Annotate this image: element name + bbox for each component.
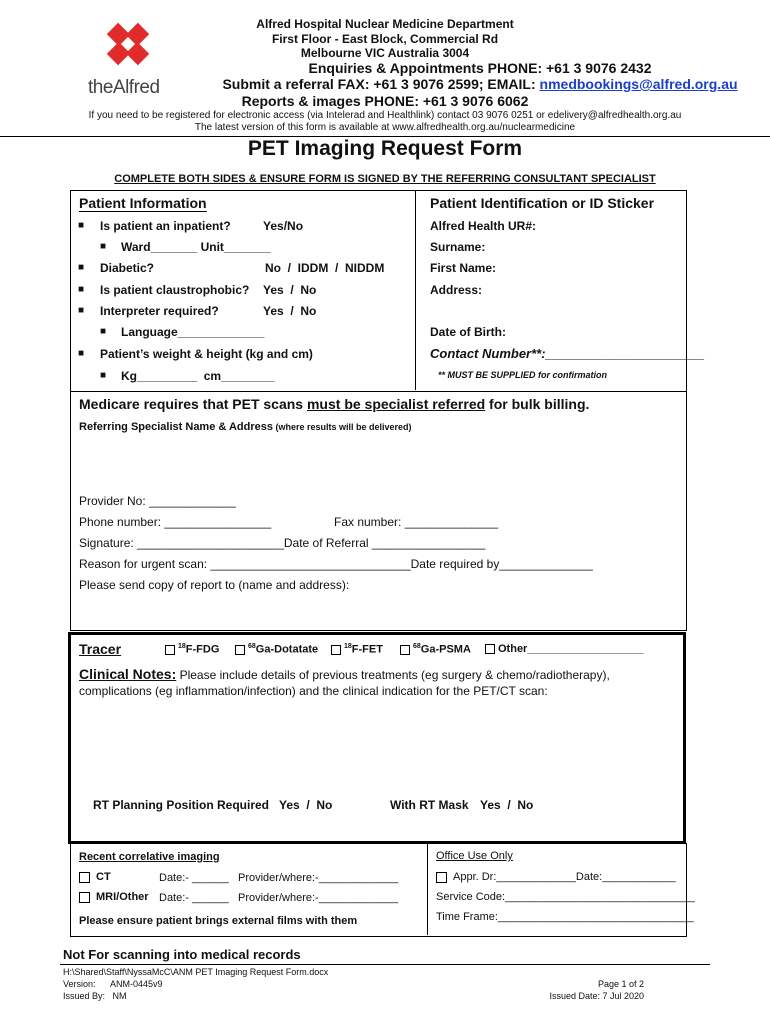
checkbox-icon[interactable]	[235, 645, 245, 655]
imaging-divider	[427, 843, 428, 935]
tracer-fdg-option[interactable]: $^{18}$F-FDG	[165, 643, 219, 656]
patient-divider	[415, 190, 416, 390]
time-frame-field[interactable]: Time Frame:________________________________	[436, 911, 694, 923]
mri-provider-field[interactable]: Provider/where:-_____________	[238, 892, 399, 904]
version: Version: ANM-0445v9	[63, 979, 163, 989]
mri-date-field[interactable]: Date:- ______	[159, 892, 229, 904]
clinical-notes[interactable]: Clinical Notes: Please include details of previous treatments (eg surgery & chemo/radiotherapy), complications (eg inflammation/infection) and the clinical indication for the PET/CT scan:	[79, 666, 610, 698]
mri-option[interactable]: MRI/Other	[79, 891, 149, 903]
page-title: PET Imaging Request Form	[247, 137, 523, 160]
tracer-dotatate-option[interactable]: $^{68}$Ga-Dotatate	[235, 643, 318, 656]
reports-phone: Reports & images PHONE: +61 3 9076 6062	[241, 93, 529, 109]
fax-number-field[interactable]: Fax number: ______________	[334, 515, 499, 529]
language-field[interactable]: Language_____________	[121, 325, 265, 339]
ct-provider-field[interactable]: Provider/where:-_____________	[238, 872, 399, 884]
checkbox-icon[interactable]	[79, 872, 90, 883]
interpreter-answer[interactable]: Yes / No	[263, 304, 317, 318]
file-path: H:\Shared\Staff\NyssaMcC\ANM PET Imaging Request Form.docx	[63, 967, 329, 977]
checkbox-icon[interactable]	[400, 645, 410, 655]
patient-info-heading: Patient Information	[79, 195, 207, 211]
surname-field[interactable]: Surname:	[430, 240, 486, 254]
provider-no-field[interactable]: Provider No: _____________	[79, 494, 236, 508]
checkbox-icon[interactable]	[485, 644, 495, 654]
imaging-heading: Recent correlative imaging	[79, 851, 220, 863]
rt-mask-label: With RT Mask	[390, 798, 469, 812]
urgent-scan-field[interactable]: Reason for urgent scan: ______________________________Date required by______________	[79, 557, 593, 571]
firstname-field[interactable]: First Name:	[430, 261, 497, 275]
inpatient-answer[interactable]: Yes/No	[263, 219, 304, 233]
contact-number-field[interactable]: Contact Number**:______________________	[430, 346, 705, 361]
enquiries-phone: Enquiries & Appointments PHONE: +61 3 9076 2432	[308, 60, 652, 76]
not-for-scanning: Not For scanning into medical records	[63, 947, 301, 962]
diabetic-answer[interactable]: No / IDDM / NIDDM	[265, 261, 385, 275]
signature-date-field[interactable]: Signature: ______________________Date of Referral _________________	[79, 536, 486, 550]
tracer-other-option[interactable]: Other___________________	[485, 643, 644, 655]
ur-field[interactable]: Alfred Health UR#:	[430, 219, 537, 233]
id-sticker-heading: Patient Identification or ID Sticker	[430, 195, 655, 211]
medicare-note: Medicare requires that PET scans must be specialist referred for bulk billing.	[79, 396, 590, 412]
copy-report-field[interactable]: Please send copy of report to (name and address):	[79, 578, 350, 592]
external-films-note: Please ensure patient brings external films with them	[79, 915, 358, 927]
dob-field[interactable]: Date of Birth:	[430, 325, 506, 339]
rt-mask-answer[interactable]: Yes / No	[480, 798, 534, 812]
contact-must-note: ** MUST BE SUPPLIED for confirmation	[438, 370, 608, 380]
interpreter-question: Interpreter required?	[100, 304, 219, 318]
tracer-label: Tracer	[79, 641, 122, 657]
checkbox-icon[interactable]	[165, 645, 175, 655]
inpatient-question: Is patient an inpatient?	[100, 219, 231, 233]
ct-option[interactable]: CT	[79, 871, 111, 883]
tracer-section	[68, 632, 686, 844]
address-line-2: Melbourne VIC Australia 3004	[300, 46, 470, 60]
issued-date: Issued Date: 7 Jul 2020	[549, 991, 644, 1001]
rt-planning-label: RT Planning Position Required	[93, 798, 270, 812]
claustrophobic-question: Is patient claustrophobic?	[100, 283, 250, 297]
footer-divider	[60, 964, 710, 965]
ct-date-field[interactable]: Date:- ______	[159, 872, 229, 884]
referring-specialist-label: Referring Specialist Name & Address (where results will be delivered)	[79, 421, 412, 433]
diabetic-question: Diabetic?	[100, 261, 155, 275]
rt-planning-answer[interactable]: Yes / No	[279, 798, 333, 812]
service-code-field[interactable]: Service Code:_______________________________	[436, 891, 695, 903]
page-number: Page 1 of 2	[597, 979, 644, 989]
logo-text: theAlfred	[88, 77, 160, 98]
checkbox-icon[interactable]	[79, 892, 90, 903]
address-field[interactable]: Address:	[430, 283, 483, 297]
appr-dr-field[interactable]: Appr. Dr:_____________Date:____________	[436, 871, 676, 883]
address-line-1: First Floor - East Block, Commercial Rd	[271, 32, 499, 46]
issued-by: Issued By: NM	[63, 991, 127, 1001]
electronic-access-note: If you need to be registered for electronic access (via Intelerad and Healthlink) contact 03 9076 0251 or edelivery@alfredhealth.org.au	[88, 110, 682, 121]
form-subtitle: COMPLETE BOTH SIDES & ENSURE FORM IS SIGNED BY THE REFERRING CONSULTANT SPECIALIST	[114, 173, 656, 185]
phone-number-field[interactable]: Phone number: ________________	[79, 515, 272, 529]
ward-unit-field[interactable]: Ward_______ Unit_______	[121, 240, 271, 254]
claustrophobic-answer[interactable]: Yes / No	[263, 283, 317, 297]
office-use-heading: Office Use Only	[436, 850, 513, 862]
checkbox-icon[interactable]	[436, 872, 447, 883]
latest-version-note: The latest version of this form is available at www.alfredhealth.org.au/nuclearmedicine	[194, 122, 576, 133]
tracer-psma-option[interactable]: $^{68}$Ga-PSMA	[400, 643, 471, 656]
dept-name: Alfred Hospital Nuclear Medicine Department	[256, 17, 514, 31]
referral-email-link[interactable]: nmedbookings@alfred.org.au	[539, 76, 738, 92]
weight-height-question: Patient’s weight & height (kg and cm)	[100, 347, 313, 361]
referral-line	[160, 76, 770, 92]
referral-prefix: Submit a referral FAX: +61 3 9076 2599; EMAIL:	[222, 76, 540, 92]
weight-height-field[interactable]: Kg_________ cm________	[121, 369, 275, 383]
checkbox-icon[interactable]	[331, 645, 341, 655]
tracer-fet-option[interactable]: $^{18}$F-FET	[331, 643, 383, 656]
